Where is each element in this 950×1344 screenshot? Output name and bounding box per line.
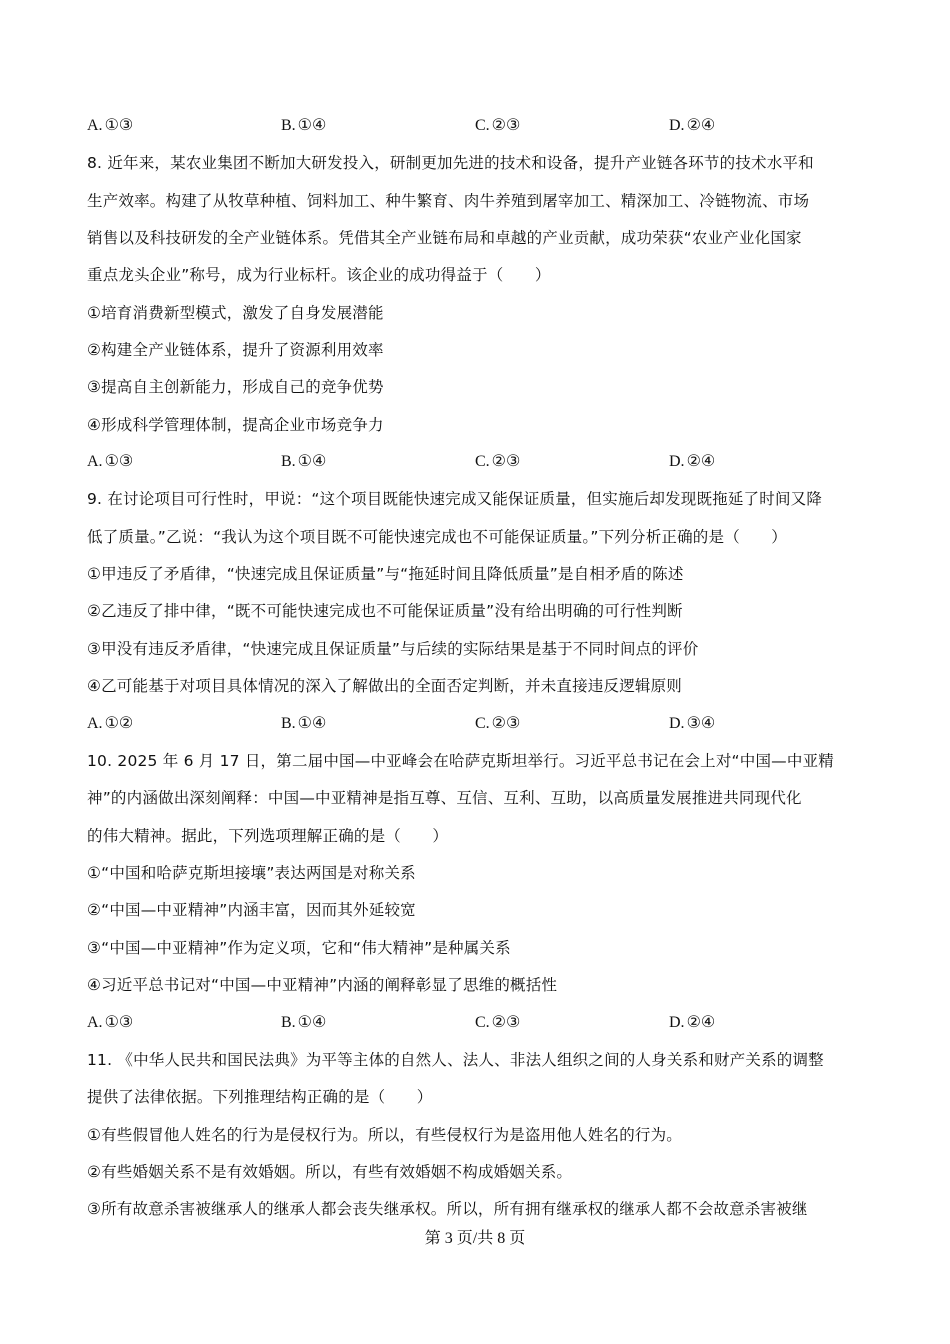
- q7-option-d[interactable]: D. ②④: [669, 117, 716, 134]
- q10-item-4: ④习近平总书记对“中国—中亚精神”内涵的阐释彰显了思维的概括性: [87, 976, 558, 994]
- q9-item-2: ②乙违反了排中律，“既不可能快速完成也不可能保证质量”没有给出明确的可行性判断: [87, 602, 683, 620]
- q10-option-d[interactable]: D. ②④: [669, 1014, 716, 1031]
- page-number-footer: 第 3 页/共 8 页: [424, 1230, 526, 1247]
- q8-option-a[interactable]: A. ①③: [87, 453, 134, 470]
- q10-stem-line: 10. 2025 年 6 月 17 日，第二届中国—中亚峰会在哈萨克斯坦举行。习近平总书记在会上对“中国—中亚精: [87, 752, 834, 770]
- q7-options: [87, 115, 887, 137]
- q9-item-4: ④乙可能基于对项目具体情况的深入了解做出的全面否定判断，并未直接违反逻辑原则: [87, 677, 682, 695]
- q8-option-d[interactable]: D. ②④: [669, 453, 716, 470]
- q11-stem-line: 提供了法律依据。下列推理结构正确的是（ ）: [87, 1088, 433, 1106]
- q10-item-2: ②“中国—中亚精神”内涵丰富，因而其外延较宽: [87, 901, 416, 919]
- q11-item-2: ②有些婚姻关系不是有效婚姻。所以，有些有效婚姻不构成婚姻关系。: [87, 1163, 573, 1181]
- q10-option-c[interactable]: C. ②③: [475, 1014, 521, 1031]
- q8-item-4: ④形成科学管理体制，提高企业市场竞争力: [87, 416, 384, 434]
- q10-option-b[interactable]: B. ①④: [281, 1014, 327, 1031]
- q8-stem-line: 销售以及科技研发的全产业链体系。凭借其全产业链布局和卓越的产业贡献，成功荣获“农业产业化国家: [87, 229, 802, 247]
- q7-option-b[interactable]: B. ①④: [281, 117, 327, 134]
- q7-option-c[interactable]: C. ②③: [475, 117, 521, 134]
- q9-option-c[interactable]: C. ②③: [475, 715, 521, 732]
- q8-stem-line: 重点龙头企业”称号，成为行业标杆。该企业的成功得益于（ ）: [87, 266, 551, 284]
- q9-option-d[interactable]: D. ③④: [669, 715, 716, 732]
- q10-options: [87, 1012, 887, 1034]
- q10-stem-line: 的伟大精神。据此，下列选项理解正确的是（ ）: [87, 827, 449, 845]
- q8-option-b[interactable]: B. ①④: [281, 453, 327, 470]
- q10-option-a[interactable]: A. ①③: [87, 1014, 134, 1031]
- q8-item-1: ①培育消费新型模式，激发了自身发展潜能: [87, 304, 384, 322]
- q9-option-b[interactable]: B. ①④: [281, 715, 327, 732]
- q11-item-3: ③所有故意杀害被继承人的继承人都会丧失继承权。所以，所有拥有继承权的继承人都不会故意杀害被继: [87, 1200, 808, 1218]
- q11-item-1: ①有些假冒他人姓名的行为是侵权行为。所以，有些侵权行为是盗用他人姓名的行为。: [87, 1126, 682, 1144]
- q8-stem-line: 8. 近年来，某农业集团不断加大研发投入，研制更加先进的技术和设备，提升产业链各环节的技术水平和: [87, 154, 814, 172]
- q10-item-3: ③“中国—中亚精神”作为定义项，它和“伟大精神”是种属关系: [87, 939, 511, 957]
- q7-option-a[interactable]: A. ①③: [87, 117, 134, 134]
- q10-item-1: ①“中国和哈萨克斯坦接壤”表达两国是对称关系: [87, 864, 416, 882]
- q9-item-1: ①甲违反了矛盾律，“快速完成且保证质量”与“拖延时间且降低质量”是自相矛盾的陈述: [87, 565, 684, 583]
- q11-stem-line: 11. 《中华人民共和国民法典》为平等主体的自然人、法人、非法人组织之间的人身关系和财产关系的调整: [87, 1051, 824, 1069]
- q9-item-3: ③甲没有违反矛盾律，“快速完成且保证质量”与后续的实际结果是基于不同时间点的评价: [87, 640, 699, 658]
- q9-stem-line: 低了质量。”乙说：“我认为这个项目既不可能快速完成也不可能保证质量。”下列分析正确的是（ ）: [87, 528, 787, 546]
- q10-stem-line: 神”的内涵做出深刻阐释：中国—中亚精神是指互尊、互信、互利、互助，以高质量发展推进共同现代化: [87, 789, 802, 807]
- q8-option-c[interactable]: C. ②③: [475, 453, 521, 470]
- q8-item-2: ②构建全产业链体系，提升了资源利用效率: [87, 341, 384, 359]
- q9-stem-line: 9. 在讨论项目可行性时，甲说：“这个项目既能快速完成又能保证质量，但实施后却发现既拖延了时间又降: [87, 490, 823, 508]
- q9-option-a[interactable]: A. ①②: [87, 715, 134, 732]
- q8-options: [87, 451, 887, 473]
- q9-options: [87, 713, 887, 735]
- q8-stem-line: 生产效率。构建了从牧草种植、饲料加工、种牛繁育、肉牛养殖到屠宰加工、精深加工、冷链物流、市场: [87, 192, 810, 210]
- q8-item-3: ③提高自主创新能力，形成自己的竞争优势: [87, 378, 384, 396]
